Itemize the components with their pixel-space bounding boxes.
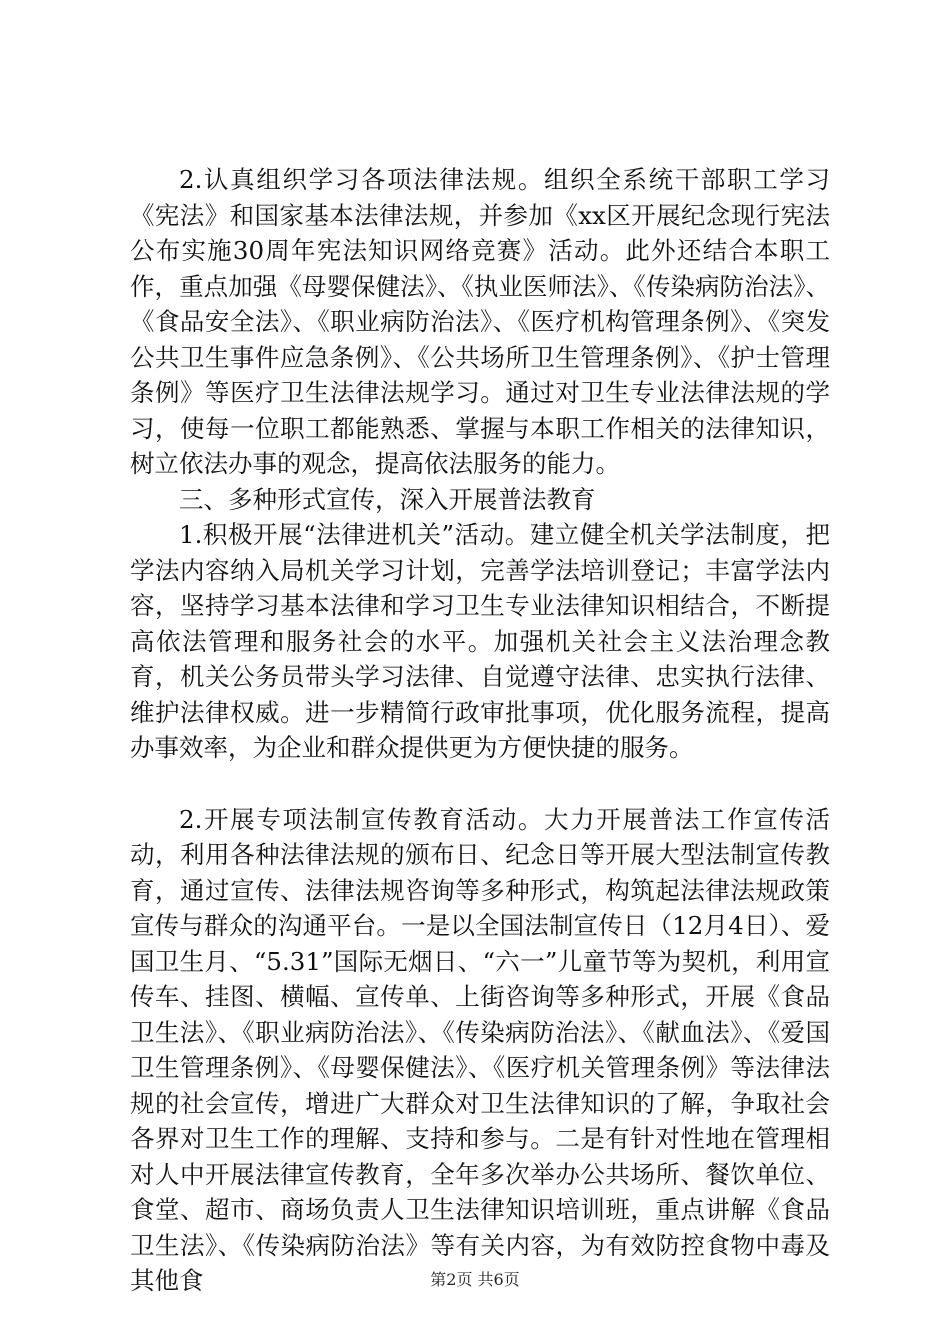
document-body bbox=[130, 162, 830, 1299]
paragraph-special-campaign: 2.开展专项法制宣传教育活动。大力开展普法工作宣传活动，利用各种法律法规的颁布日、纪念日等开展大型法制宣传教育，通过宣传、法律法规咨询等多种形式，构筑起法律法规政策宣传与群众的沟通平台。一是以全国法制宣传日（12月4日）、爱国卫生月、“5.31”国际无烟日、“六一”儿童节等为契机，利用宣传车、挂图、横幅、宣传单、上街咨询等多种形式，开展《食品卫生法》、《职业病防治法》、《传染病防治法》、《献血法》、《爱国卫生管理条例》、《母婴保健法》、《医疗机关管理条例》等法律法规的社会宣传，增进广大群众对卫生法律知识的了解，争取社会各界对卫生工作的理解、支持和参与。二是有针对性地在管理相对人中开展法律宣传教育，全年多次举办公共场所、餐饮单位、食堂、超市、商场负责人卫生法律知识培训班，重点讲解《食品卫生法》、《传染病防治法》等有关内容，为有效防控食物中毒及其他食 bbox=[130, 804, 830, 1295]
page-number-footer: 第2页 共6页 bbox=[430, 1270, 520, 1289]
paragraph-legal-study: 2.认真组织学习各项法律法规。组织全系统干部职工学习《宪法》和国家基本法律法规，并参加《xx区开展纪念现行宪法公布实施30周年宪法知识网络竞赛》活动。此外还结合本职工作，重点加强《母婴保健法》、《执业医师法》、《传染病防治法》、《食品安全法》、《职业病防治法》、《医疗机构管理条例》、《突发公共卫生事件应急条例》、《公共场所卫生管理条例》、《护士管理条例》等医疗卫生法律法规学习。通过对卫生专业法律法规的学习，使每一位职工都能熟悉、掌握与本职工作相关的法律知识，树立依法办事的观念，提高依法服务的能力。 bbox=[130, 165, 830, 478]
paragraph-law-into-office: 1.积极开展“法律进机关”活动。建立健全机关学法制度，把学法内容纳入局机关学习计划，完善学法培训登记；丰富学法内容，坚持学习基本法律和学习卫生专业法律知识相结合，不断提高依法管理和服务社会的水平。加强机关社会主义法治理念教育，机关公务员带头学习法律、自觉遵守法律、忠实执行法律、维护法律权威。进一步精简行政审批事项，优化服务流程，提高办事效率，为企业和群众提供更为方便快捷的服务。 bbox=[130, 520, 830, 762]
section-heading-publicity: 三、多种形式宣传，深入开展普法教育 bbox=[179, 484, 596, 514]
